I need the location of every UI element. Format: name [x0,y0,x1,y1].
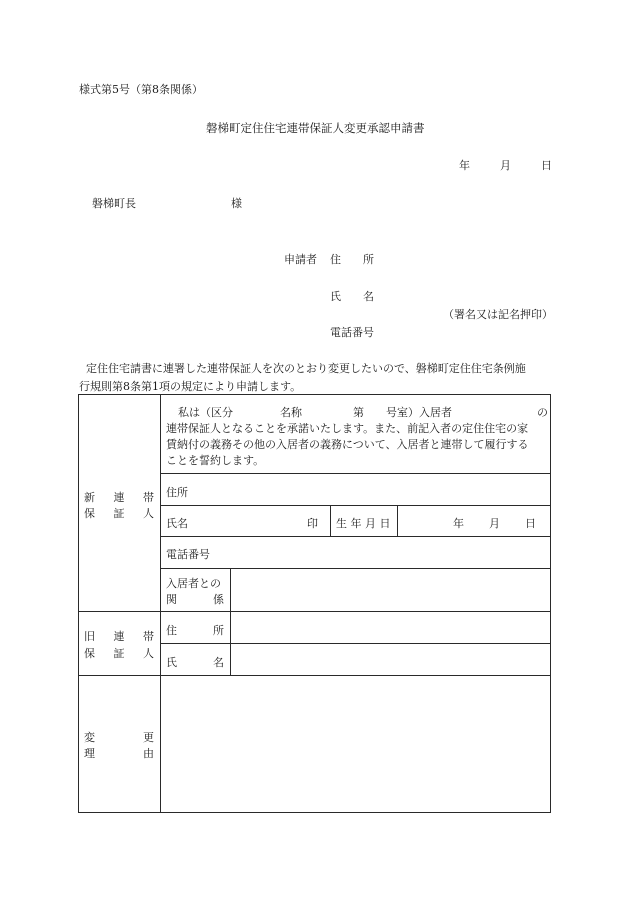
reason-label-row1: 変 更 [84,731,154,744]
date-year-label: 年 [459,159,470,172]
consent-line-3: 賃納付の義務その他の入居者の義務について、入居者と連帯して履行する [166,438,529,451]
applicant-phone-label: 電話番号 [330,326,374,339]
form-number: 様式第5号（第8条関係） [79,83,203,96]
birth-day-label: 日 [525,517,536,530]
intro-line-2: 行規則第8条第1項の規定により申請します。 [79,380,302,393]
consent-category-label: 私は（区分 [178,406,233,419]
old-guarantor-name-label: 氏 名 [166,656,224,669]
applicant-name-label: 氏 名 [330,290,374,303]
new-guarantor-label-row1: 新 連 帯 [84,491,154,504]
old-guarantor-label-row1: 旧 連 帯 [84,630,154,643]
consent-line-2: 連帯保証人となることを承諾いたします。また、前記入者の定住住宅の家 [166,422,529,435]
consent-room-resident: 号室）入居者 [386,406,452,419]
applicant-address-label: 住 所 [330,253,374,266]
new-guarantor-phone-label: 電話番号 [166,548,210,561]
intro-line-1: 定住住宅請書に連署した連帯保証人を次のとおり変更したいので、磐梯町定住住宅条例施 [86,362,526,375]
consent-number-prefix: 第 [353,406,364,419]
seal-mark: 印 [307,517,318,530]
reason-label-row2: 理 由 [84,747,154,760]
birth-month-label: 月 [489,517,500,530]
new-guarantor-label-row2: 保 証 人 [84,507,154,520]
consent-name-label: 名称 [280,406,302,419]
consent-particle: の [537,406,548,419]
applicant-label: 申請者 [284,253,317,266]
date-day-label: 日 [541,159,552,172]
consent-line-4: ことを誓約します。 [166,454,265,467]
document-title: 磐梯町定住住宅連帯保証人変更承認申請書 [206,121,425,135]
relation-label-line-2: 関 係 [166,593,224,606]
birth-year-label: 年 [453,517,464,530]
addressee-honorific: 様 [231,197,242,210]
date-month-label: 月 [500,159,511,172]
new-guarantor-address-label: 住所 [166,486,188,499]
birth-date-label: 生 年 月 日 [336,517,391,530]
relation-label-line-1: 入居者との [166,577,221,590]
addressee-mayor: 磐梯町長 [92,197,136,210]
old-guarantor-label-row2: 保 証 人 [84,647,154,660]
new-guarantor-name-label: 氏名 [166,517,188,530]
old-guarantor-address-label: 住 所 [166,624,224,637]
applicant-seal-note: （署名又は記名押印） [443,308,553,321]
